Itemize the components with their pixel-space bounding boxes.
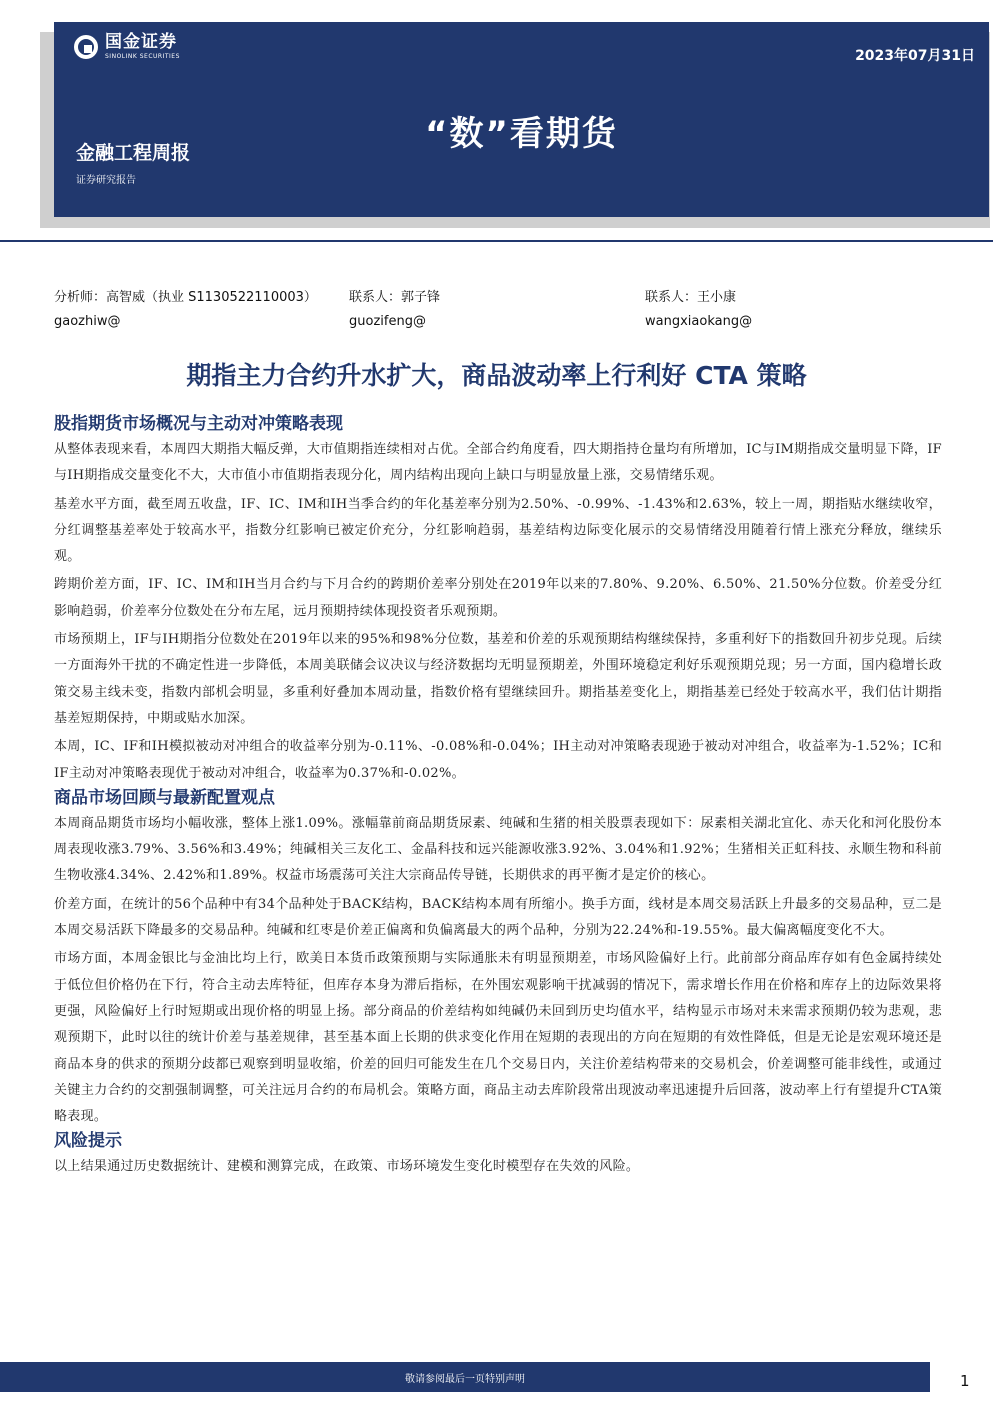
report-body xyxy=(54,413,942,1181)
contact-label-2: 联系人：王小康 xyxy=(645,290,737,305)
contact-email-1[interactable]: guozifeng@ xyxy=(349,314,426,329)
paragraph: 以上结果通过历史数据统计、建模和测算完成，在政策、市场环境发生变化时模型存在失效的风险。 xyxy=(54,1159,640,1175)
report-main-title: “数”看期货 xyxy=(425,114,618,154)
paragraph: 市场方面，本周金银比与金油比均上行，欧美日本货币政策预期与实际通胀未有明显预期差，市场风险偏好上行。此前部分商品库存如有色金属持续处于低位但价格仍在下行，符合主动去库特征，但库存本身为滞后指标，在外围宏观影响干扰减弱的情况下，需求增长作用在价格和库存上的边际效果将更强，风险偏好上行时短期或出现价格的明显上扬。部分商品的价差结构如纯碱仍未回到历史均值水平，结构显示市场对未来需求预期仍较为悲观，悲观预期下，此时以往的统计价差与基差规律，甚至基本面上长期的供求变化作用在短期的表现出的方向在短期的有效性降低，但是无论是宏观环境还是商品本身的供求的预期分歧都已观察到明显收缩，价差的回归可能发生在几个交易日内，关注价差结构带来的交易机会，价差调整可能非线性，或通过关键主力合约的交割强制调整，可关注远月合约的布局机会。策略方面，商品主动去库阶段常出现波动率迅速提升后回落，波动率上行有望提升CTA策略表现。 xyxy=(54,951,942,1125)
contact-email-2[interactable]: wangxiaokang@ xyxy=(645,314,753,329)
report-subtype: 证券研究报告 xyxy=(76,175,136,186)
section-title-index-futures: 股指期货市场概况与主动对冲策略表现 xyxy=(54,414,343,434)
paragraph: 从整体表现来看，本周四大期指大幅反弹，大市值期指连续相对占优。全部合约角度看，四大期指持仓量均有所增加，IC与IM期指成交量明显下降，IF与IH期指成交量变化不大，大市值小市值期指表现分化，周内结构出现向上缺口与明显放量上涨，交易情绪乐观。 xyxy=(54,442,942,484)
report-date: 2023年07月31日 xyxy=(855,48,975,64)
header-banner xyxy=(54,22,989,217)
company-logo xyxy=(74,34,180,60)
section-title-risk: 风险提示 xyxy=(54,1131,122,1152)
report-headline: 期指主力合约升水扩大，商品波动率上行利好 CTA 策略 xyxy=(186,361,807,390)
paragraph: 市场预期上，IF与IH期指分位数处在2019年以来的95%和98%分位数，基差和价差的乐观预期结构继续保持，多重利好下的指数回升初步兑现。后续一方面海外干扰的不确定性进一步降低，本周美联储会议决议与经济数据均无明显预期差，外围环境稳定利好乐观预期兑现；另一方面，国内稳增长政策交易主线未变，指数内部机会明显，多重利好叠加本周动量，指数价格有望继续回升。期指基差变化上，期指基差已经处于较高水平，我们估计期指基差短期保持，中期或贴水加深。 xyxy=(54,632,942,726)
logo-mark-icon xyxy=(74,35,98,59)
contact-label-1: 联系人：郭子锋 xyxy=(349,290,441,305)
analyst-email[interactable]: gaozhiw@ xyxy=(54,314,121,329)
footer-disclaimer[interactable]: 敬请参阅最后一页特别声明 xyxy=(405,1373,525,1385)
header-divider xyxy=(0,240,993,242)
paragraph: 价差方面，在统计的56个品种中有34个品种处于BACK结构，BACK结构本周有所缩小。换手方面，线材是本周交易活跃上升最多的交易品种，豆二是本周交易活跃下降最多的交易品种。纯碱和红枣是价差正偏离和负偏离最大的两个品种，分别为22.24%和-19.55%。最大偏离幅度变化不大。 xyxy=(54,896,942,939)
logo-name-cn: 国金证券 xyxy=(105,32,177,52)
paragraph: 跨期价差方面，IF、IC、IM和IH当月合约与下月合约的跨期价差率分别处在2019年以来的7.80%、9.20%、6.50%、21.50%分位数。价差受分红影响趋弱，价差率分位数处在分布左尾，远月预期持续体现投资者乐观预期。 xyxy=(54,577,942,619)
paragraph: 本周商品期货市场均小幅收涨，整体上涨1.09%。涨幅靠前商品期货尿素、纯碱和生猪的相关股票表现如下：尿素相关湖北宜化、赤天化和河化股份本周表现收涨3.79%、3.56%和3.49%；纯碱相关三友化工、金晶科技和远兴能源收涨3.92%、3.04%和1.92%；生猪相关正虹科技、永顺生物和科前生物收涨4.34%、2.42%和1.89%。权益市场震荡可关注大宗商品传导链，长期供求的再平衡才是定价的核心。 xyxy=(54,815,942,884)
page-number: 1 xyxy=(960,1372,970,1390)
analyst-label: 分析师：高智威（执业 S1130522110003） xyxy=(54,290,317,305)
logo-name-en: SINOLINK SECURITIES xyxy=(105,53,180,60)
footer-bar xyxy=(0,1362,930,1392)
paragraph: 本周，IC、IF和IH模拟被动对冲组合的收益率分别为-0.11%、-0.08%和-0.04%；IH主动对冲策略表现逊于被动对冲组合，收益率为-1.52%；IC和IF主动对冲策略表现优于被动对冲组合，收益率为0.37%和-0.02%。 xyxy=(54,739,942,781)
report-type: 金融工程周报 xyxy=(76,142,191,164)
paragraph: 基差水平方面，截至周五收盘，IF、IC、IM和IH当季合约的年化基差率分别为2.50%、-0.99%、-1.43%和2.63%，较上一周，期指贴水继续收窄，分红调整基差率处于较高水平，指数分红影响已被定价充分，分红影响趋弱，基差结构边际变化展示的交易情绪没用随着行情上涨充分释放，继续乐观。 xyxy=(54,496,942,565)
section-title-commodities: 商品市场回顾与最新配置观点 xyxy=(54,787,275,808)
